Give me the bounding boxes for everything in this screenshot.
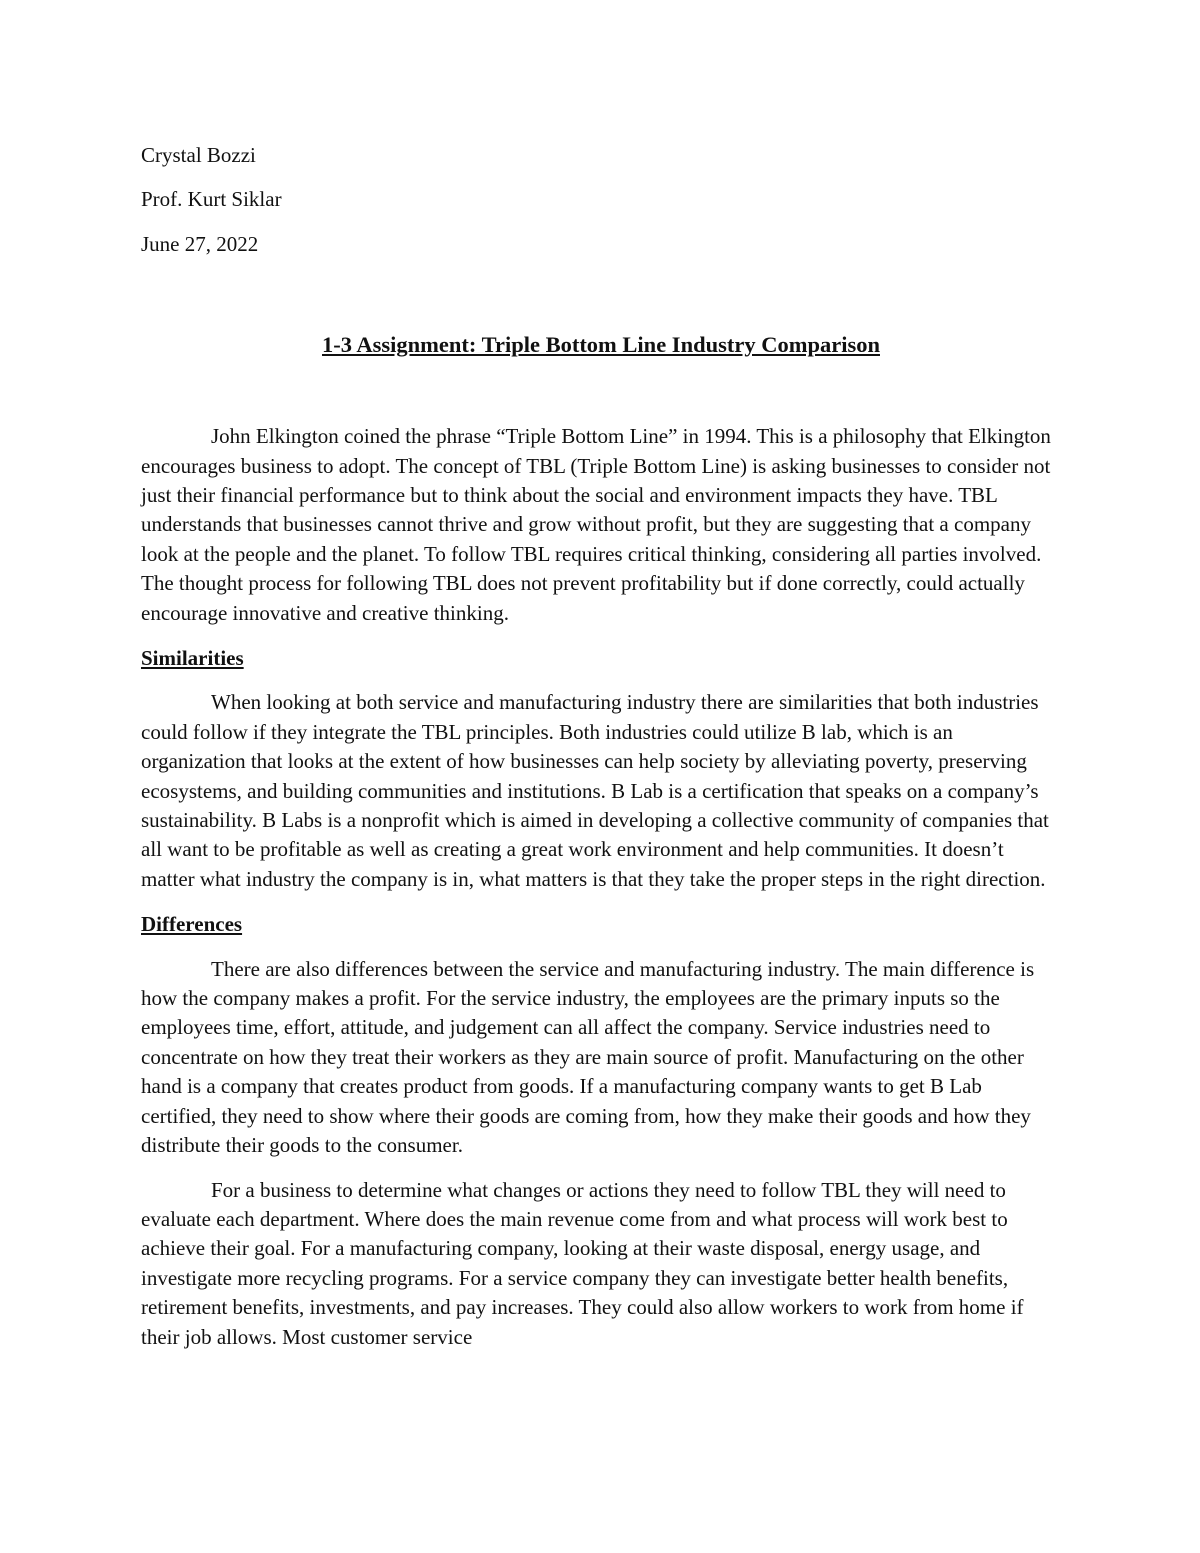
date: June 27, 2022 <box>141 231 259 256</box>
differences-paragraph: There are also differences between the service and manufacturing industry. The main difference is how the company makes a profit. For the service industry, the employees are the primary inputs so the employees time, effort, attitude, and judgement can all affect the company. Service industries need to concentrate on how they treat their workers as they are main source of profit. Manufacturing on the other hand is a company that creates product from goods. If a manufacturing company wants to get B Lab certified, they need to show where their goods are coming from, how they make their goods and how they distribute their goods to the consumer. <box>141 956 1035 1158</box>
intro-paragraph: John Elkington coined the phrase “Triple Bottom Line” in 1994. This is a philosophy that Elkington encourages business to adopt. The concept of TBL (Triple Bottom Line) is asking businesses to consider not just their financial performance but to think about the social and environment impacts they have. TBL understands that businesses cannot thrive and grow without profit, but they are suggesting that a company look at the people and the planet. To follow TBL requires critical thinking, considering all parties involved. The thought process for following TBL does not prevent profitability but if done correctly, could actually encourage innovative and creative thinking. <box>141 424 1051 625</box>
differences-heading: Differences <box>141 912 243 937</box>
author-name: Crystal Bozzi <box>141 143 256 167</box>
changes-paragraph: For a business to determine what changes or actions they need to follow TBL they will need to evaluate each department. Where does the main revenue come from and what process will work best to achieve their goal. For a manufacturing company, looking at their waste disposal, energy usage, and investigate more recycling programs. For a service company they can investigate better health benefits, retirement benefits, investments, and pay increases. They could also allow workers to work from home if their job allows. Most customer service <box>141 1177 1024 1349</box>
document-body <box>141 141 1061 1352</box>
similarities-heading: Similarities <box>141 646 244 671</box>
professor-name: Prof. Kurt Siklar <box>141 187 282 212</box>
similarities-paragraph: When looking at both service and manufacturing industry there are similarities that both industries could follow if they integrate the TBL principles. Both industries could utilize B lab, which is an organization that looks at the extent of how businesses can help society by alleviating poverty, preserving ecosystems, and building communities and institutions. B Lab is a certification that speaks on a company’s sustainability. B Labs is a nonprofit which is aimed in developing a collective community of companies that all want to be profitable as well as creating a great work environment and help communities. It doesn’t matter what industry the company is in, what matters is that they take the proper steps in the right direction. <box>141 690 1049 891</box>
document-title: 1-3 Assignment: Triple Bottom Line Industry Comparison <box>322 332 880 358</box>
